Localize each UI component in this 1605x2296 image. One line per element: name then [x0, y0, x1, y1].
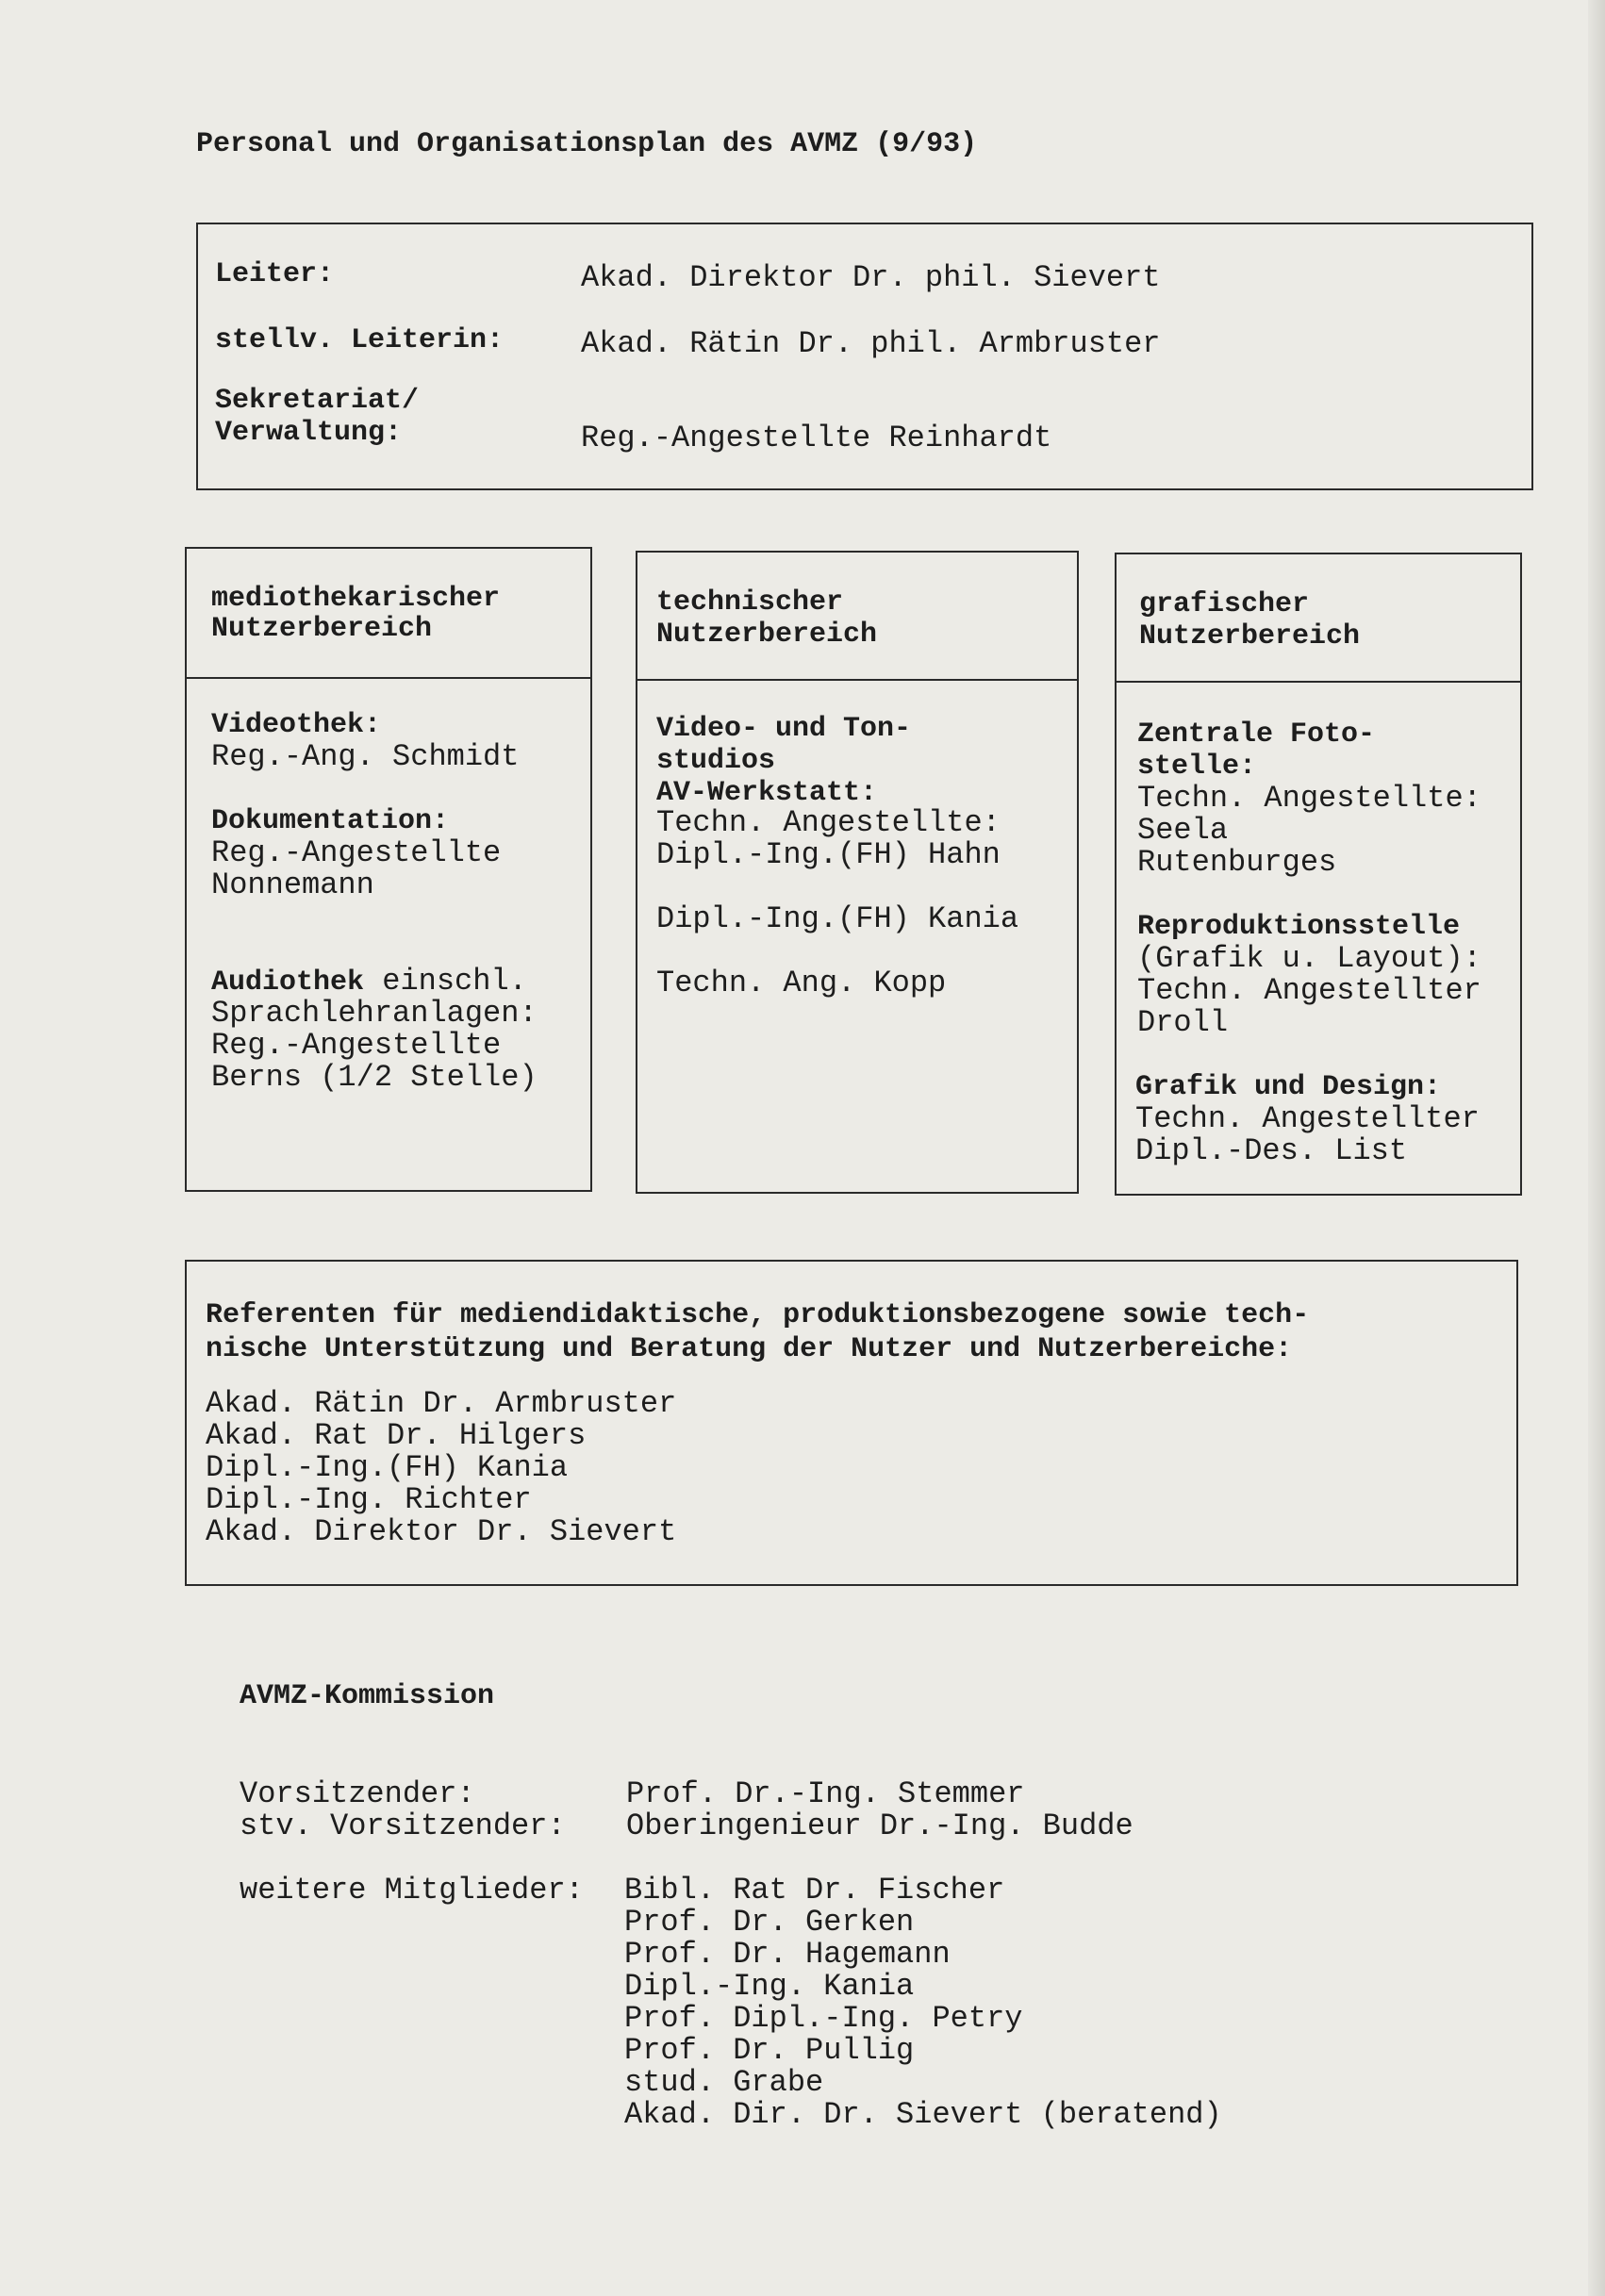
page-edge — [1588, 0, 1605, 2296]
vorsitz-label: Vorsitzender: — [240, 1776, 475, 1811]
tech-header-2: Nutzerbereich — [656, 619, 878, 651]
mitglied: Bibl. Rat Dr. Fischer — [624, 1873, 1005, 1908]
leiter-label: Leiter: — [215, 258, 335, 290]
sekretariat-value: Reg.-Angestellte Reinhardt — [581, 421, 1052, 455]
graf-box — [1115, 553, 1522, 1196]
mitglied: Akad. Dir. Dr. Sievert (beratend) — [624, 2097, 1222, 2132]
medio-line: Berns (1/2 Stelle) — [211, 1060, 538, 1095]
tech-line: studios — [656, 745, 776, 777]
graf-line: Dipl.-Des. List — [1135, 1133, 1408, 1168]
referenten-heading-2: nische Unterstützung und Beratung der Nutzer und Nutzerbereiche: — [206, 1333, 1293, 1365]
referent-name: Akad. Rat Dr. Hilgers — [206, 1418, 587, 1453]
leiter-value: Akad. Direktor Dr. phil. Sievert — [581, 260, 1161, 295]
graf-line: Techn. Angestellter — [1137, 973, 1481, 1008]
medio-line: Nonnemann — [211, 867, 374, 902]
tech-line: Video- und Ton- — [656, 713, 912, 745]
medio-header-divider — [187, 677, 590, 679]
page-title: Personal und Organisationsplan des AVMZ (9/93) — [196, 128, 978, 160]
tech-line: Techn. Angestellte: — [656, 805, 1001, 840]
medio-line: Sprachlehranlagen: — [211, 996, 538, 1031]
stv-value: Oberingenieur Dr.-Ing. Budde — [626, 1809, 1133, 1843]
tech-line: Techn. Ang. Kopp — [656, 966, 947, 1000]
tech-line: Dipl.-Ing.(FH) Kania — [656, 901, 1019, 936]
medio-line: Reg.-Ang. Schmidt — [211, 739, 520, 774]
mitglied: stud. Grabe — [624, 2065, 824, 2100]
medio-header-2: Nutzerbereich — [211, 613, 433, 645]
graf-header-1: grafischer — [1139, 588, 1310, 620]
graf-header-divider — [1117, 681, 1520, 683]
graf-header-2: Nutzerbereich — [1139, 620, 1361, 652]
mitglied: Prof. Dipl.-Ing. Petry — [624, 2001, 1023, 2036]
graf-line: Rutenburges — [1137, 845, 1337, 880]
graf-line: stelle: — [1137, 751, 1257, 783]
medio-line: Reg.-Angestellte — [211, 1028, 502, 1063]
stellv-leiterin-value: Akad. Rätin Dr. phil. Armbruster — [581, 326, 1161, 361]
referenten-box — [185, 1260, 1518, 1586]
stv-label: stv. Vorsitzender: — [240, 1809, 566, 1843]
stellv-leiterin-label: stellv. Leiterin: — [215, 324, 505, 356]
sekretariat-label-1: Sekretariat/ — [215, 385, 420, 417]
audiothek-label: Audiothek — [211, 966, 365, 999]
graf-line: (Grafik u. Layout): — [1137, 941, 1481, 976]
mitglieder-label: weitere Mitglieder: — [240, 1873, 584, 1908]
referenten-heading-1: Referenten für mediendidaktische, produktionsbezogene sowie tech- — [206, 1299, 1310, 1331]
referent-name: Dipl.-Ing. Richter — [206, 1482, 532, 1517]
graf-line: Zentrale Foto- — [1137, 719, 1376, 751]
graf-line: Techn. Angestellter — [1135, 1101, 1480, 1136]
referent-name: Dipl.-Ing.(FH) Kania — [206, 1450, 569, 1485]
mitglied: Prof. Dr. Gerken — [624, 1905, 915, 1940]
mitglied: Prof. Dr. Pullig — [624, 2033, 915, 2068]
medio-box — [185, 547, 592, 1192]
tech-line: AV-Werkstatt: — [656, 777, 878, 809]
audiothek-suffix: einschl. — [364, 964, 527, 999]
medio-header-1: mediothekarischer — [211, 583, 501, 615]
graf-line: Droll — [1137, 1005, 1229, 1040]
kommission-title: AVMZ-Kommission — [240, 1680, 495, 1712]
tech-header-divider — [637, 679, 1077, 681]
leitung-box — [196, 223, 1533, 490]
tech-header-1: technischer — [656, 586, 844, 619]
mitglied: Prof. Dr. Hagemann — [624, 1937, 951, 1972]
sekretariat-label-2: Verwaltung: — [215, 417, 403, 449]
graf-line: Reproduktionsstelle — [1137, 911, 1461, 943]
referent-name: Akad. Direktor Dr. Sievert — [206, 1514, 677, 1549]
tech-line: Dipl.-Ing.(FH) Hahn — [656, 837, 1001, 872]
graf-line: Grafik und Design: — [1135, 1071, 1442, 1103]
vorsitz-value: Prof. Dr.-Ing. Stemmer — [626, 1776, 1025, 1811]
graf-line: Seela — [1137, 813, 1229, 848]
graf-line: Techn. Angestellte: — [1137, 781, 1481, 816]
medio-line — [211, 966, 527, 999]
mitglied: Dipl.-Ing. Kania — [624, 1969, 915, 2004]
medio-line: Videothek: — [211, 709, 382, 741]
medio-line: Dokumentation: — [211, 805, 450, 837]
tech-box — [636, 551, 1079, 1194]
medio-line: Reg.-Angestellte — [211, 835, 502, 870]
referent-name: Akad. Rätin Dr. Armbruster — [206, 1386, 677, 1421]
